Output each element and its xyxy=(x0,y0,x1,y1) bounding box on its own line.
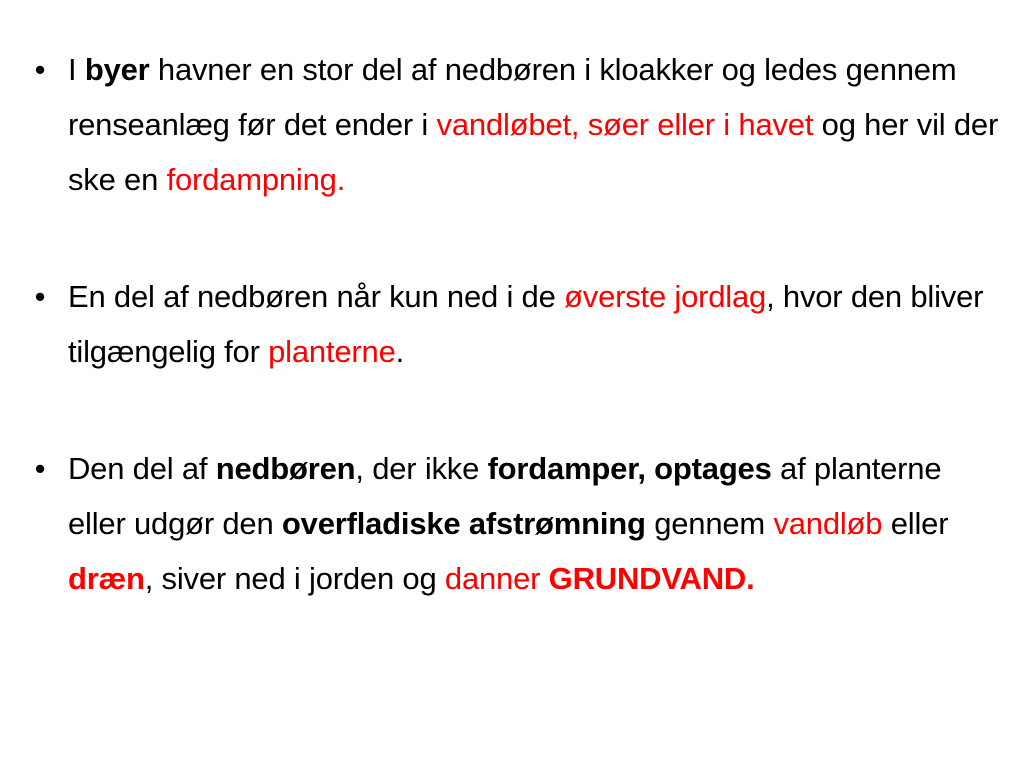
emphasis-text: overfladiske afstrømning xyxy=(281,506,646,541)
text-segment: I xyxy=(68,52,85,87)
highlight-text: planterne xyxy=(268,334,396,369)
highlight-text: fordampning. xyxy=(166,162,346,197)
text-segment: og her vil der ske en xyxy=(68,107,999,197)
bullet-item xyxy=(28,269,1003,379)
bullet-marker: • xyxy=(34,52,46,87)
text-segment: eller xyxy=(882,506,949,541)
bullet-item xyxy=(28,42,1003,207)
text-segment: , siver ned i jorden og xyxy=(144,561,445,596)
bullet-marker: • xyxy=(34,279,46,314)
text-segment: Den del af xyxy=(68,451,216,486)
text-segment: , hvor den bliver tilgængelig for xyxy=(68,279,984,369)
bullet-item xyxy=(28,441,1003,606)
emphasis-highlight-text: GRUNDVAND. xyxy=(548,561,755,596)
highlight-text: øverste jordlag xyxy=(564,279,767,314)
text-segment: af planterne eller udgør den xyxy=(68,451,942,541)
bullet-list xyxy=(28,42,1003,606)
emphasis-text: nedbøren xyxy=(215,451,356,486)
highlight-text: vandløb xyxy=(773,506,883,541)
text-segment: gennem xyxy=(645,506,774,541)
emphasis-text: fordamper, optages xyxy=(487,451,772,486)
highlight-text: danner xyxy=(444,561,549,596)
text-segment: havner en stor del af nedbøren i kloakker og ledes gennem renseanlæg før det ender i xyxy=(68,52,957,142)
text-segment: , der ikke xyxy=(355,451,488,486)
bullet-marker: • xyxy=(34,451,46,486)
emphasis-text: byer xyxy=(84,52,150,87)
emphasis-highlight-text: dræn xyxy=(68,561,145,596)
text-segment: En del af nedbøren når kun ned i de xyxy=(68,279,565,314)
highlight-text: vandløbet, søer eller i havet xyxy=(436,107,814,142)
text-segment: . xyxy=(395,334,405,369)
